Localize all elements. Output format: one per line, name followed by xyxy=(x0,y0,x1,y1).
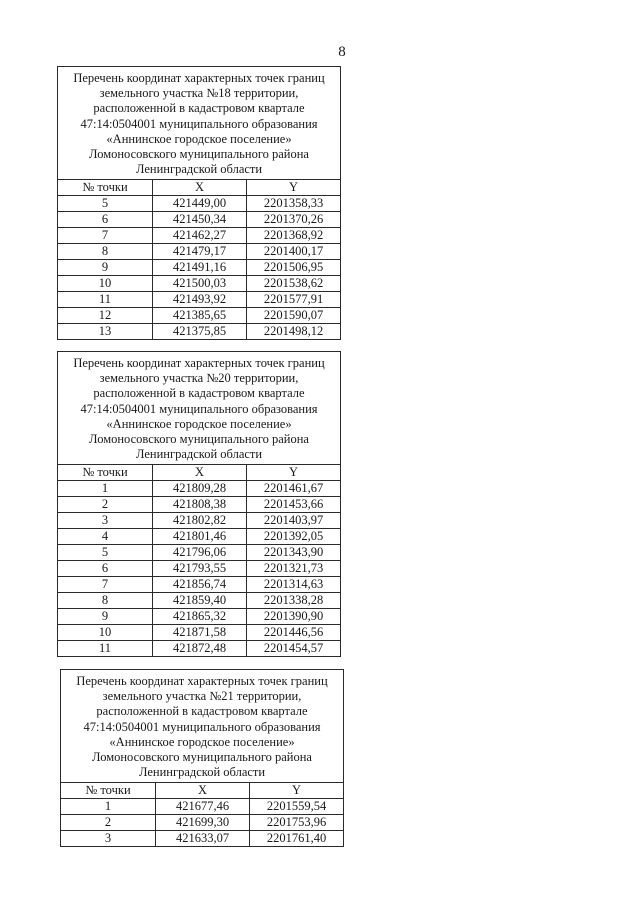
point-number-cell: 12 xyxy=(58,308,153,324)
y-coordinate-cell: 2201392,05 xyxy=(247,529,341,545)
x-coordinate-cell: 421385,65 xyxy=(153,308,247,324)
x-coordinate-cell: 421865,32 xyxy=(153,609,247,625)
table-title-line: расположенной в кадастровом квартале xyxy=(93,386,305,401)
table-row xyxy=(58,212,341,228)
table-header-row xyxy=(58,465,341,481)
y-coordinate-cell: 2201368,92 xyxy=(247,228,341,244)
column-header-y: Y xyxy=(250,783,344,799)
column-header-x: X xyxy=(153,180,247,196)
point-number-cell: 8 xyxy=(58,244,153,260)
table-header-row xyxy=(61,783,344,799)
table-row xyxy=(58,561,341,577)
table-title-line: «Аннинское городское поселение» xyxy=(106,131,292,146)
table-header-row xyxy=(58,180,341,196)
table-body xyxy=(58,196,341,340)
table-title xyxy=(58,67,341,180)
table-title-line: 47:14:0504001 муниципального образования xyxy=(80,401,318,416)
table-row xyxy=(58,481,341,497)
table-title-row xyxy=(58,352,341,465)
table-row xyxy=(58,228,341,244)
y-coordinate-cell: 2201577,91 xyxy=(247,292,341,308)
table-title-line: Ленинградской области xyxy=(138,765,266,780)
x-coordinate-cell: 421493,92 xyxy=(153,292,247,308)
x-coordinate-cell: 421491,16 xyxy=(153,260,247,276)
table-row xyxy=(58,545,341,561)
table-row xyxy=(58,593,341,609)
table-row xyxy=(58,196,341,212)
table-row xyxy=(58,276,341,292)
point-number-cell: 10 xyxy=(58,276,153,292)
column-header-point: № точки xyxy=(58,465,153,481)
table-title-line: Ломоносовского муниципального района xyxy=(89,147,309,162)
table-title-line: земельного участка №18 территории, xyxy=(99,86,299,101)
table-title-line: Ленинградской области xyxy=(135,162,263,177)
table-body xyxy=(58,481,341,657)
x-coordinate-cell: 421699,30 xyxy=(156,815,250,831)
table-title-line: «Аннинское городское поселение» xyxy=(106,416,292,431)
table-title-line: 47:14:0504001 муниципального образования xyxy=(83,719,321,734)
point-number-cell: 7 xyxy=(58,228,153,244)
y-coordinate-cell: 2201538,62 xyxy=(247,276,341,292)
y-coordinate-cell: 2201453,66 xyxy=(247,497,341,513)
x-coordinate-cell: 421809,28 xyxy=(153,481,247,497)
table-title-line: Ломоносовского муниципального района xyxy=(92,750,312,765)
table-title xyxy=(58,352,341,465)
table-row xyxy=(61,815,344,831)
table-title-row xyxy=(61,670,344,783)
table-row xyxy=(58,324,341,340)
table-title-line: расположенной в кадастровом квартале xyxy=(96,704,308,719)
point-number-cell: 5 xyxy=(58,545,153,561)
point-number-cell: 11 xyxy=(58,641,153,657)
x-coordinate-cell: 421479,17 xyxy=(153,244,247,260)
table-row xyxy=(58,625,341,641)
y-coordinate-cell: 2201403,97 xyxy=(247,513,341,529)
y-coordinate-cell: 2201590,07 xyxy=(247,308,341,324)
y-coordinate-cell: 2201461,67 xyxy=(247,481,341,497)
table-row xyxy=(58,513,341,529)
table-title-line: Перечень координат характерных точек границ xyxy=(73,356,325,370)
table-title-row xyxy=(58,67,341,180)
point-number-cell: 2 xyxy=(58,497,153,513)
point-number-cell: 5 xyxy=(58,196,153,212)
point-number-cell: 7 xyxy=(58,577,153,593)
x-coordinate-cell: 421793,55 xyxy=(153,561,247,577)
y-coordinate-cell: 2201321,73 xyxy=(247,561,341,577)
table-title-line: Перечень координат характерных точек границ xyxy=(73,71,325,85)
table-row xyxy=(58,529,341,545)
point-number-cell: 10 xyxy=(58,625,153,641)
x-coordinate-cell: 421796,06 xyxy=(153,545,247,561)
table-row xyxy=(58,641,341,657)
column-header-x: X xyxy=(156,783,250,799)
coordinates-table-plot-18 xyxy=(57,66,341,340)
y-coordinate-cell: 2201358,33 xyxy=(247,196,341,212)
table-title-line: расположенной в кадастровом квартале xyxy=(93,101,305,116)
x-coordinate-cell: 421462,27 xyxy=(153,228,247,244)
point-number-cell: 13 xyxy=(58,324,153,340)
coordinates-table-plot-20 xyxy=(57,351,341,657)
table-row xyxy=(58,308,341,324)
column-header-y: Y xyxy=(247,180,341,196)
point-number-cell: 1 xyxy=(58,481,153,497)
y-coordinate-cell: 2201390,90 xyxy=(247,609,341,625)
x-coordinate-cell: 421856,74 xyxy=(153,577,247,593)
x-coordinate-cell: 421500,03 xyxy=(153,276,247,292)
table-row xyxy=(61,799,344,815)
table-title-line: земельного участка №20 территории, xyxy=(99,371,299,386)
x-coordinate-cell: 421859,40 xyxy=(153,593,247,609)
x-coordinate-cell: 421871,58 xyxy=(153,625,247,641)
y-coordinate-cell: 2201343,90 xyxy=(247,545,341,561)
point-number-cell: 1 xyxy=(61,799,156,815)
x-coordinate-cell: 421808,38 xyxy=(153,497,247,513)
point-number-cell: 11 xyxy=(58,292,153,308)
point-number-cell: 3 xyxy=(58,513,153,529)
column-header-x: X xyxy=(153,465,247,481)
table-row xyxy=(58,260,341,276)
x-coordinate-cell: 421633,07 xyxy=(156,831,250,847)
table-title xyxy=(61,670,344,783)
x-coordinate-cell: 421375,85 xyxy=(153,324,247,340)
table-title-line: Перечень координат характерных точек границ xyxy=(76,674,328,688)
table-row xyxy=(58,292,341,308)
x-coordinate-cell: 421450,34 xyxy=(153,212,247,228)
point-number-cell: 9 xyxy=(58,609,153,625)
table-title-line: Ломоносовского муниципального района xyxy=(89,432,309,447)
table-row xyxy=(58,497,341,513)
y-coordinate-cell: 2201498,12 xyxy=(247,324,341,340)
y-coordinate-cell: 2201314,63 xyxy=(247,577,341,593)
column-header-y: Y xyxy=(247,465,341,481)
coordinates-table-plot-21 xyxy=(60,669,344,847)
table-row xyxy=(58,609,341,625)
y-coordinate-cell: 2201454,57 xyxy=(247,641,341,657)
table-row xyxy=(58,577,341,593)
y-coordinate-cell: 2201400,17 xyxy=(247,244,341,260)
table-title-line: Ленинградской области xyxy=(135,447,263,462)
x-coordinate-cell: 421677,46 xyxy=(156,799,250,815)
column-header-point: № точки xyxy=(58,180,153,196)
table-row xyxy=(61,831,344,847)
y-coordinate-cell: 2201338,28 xyxy=(247,593,341,609)
point-number-cell: 4 xyxy=(58,529,153,545)
y-coordinate-cell: 2201446,56 xyxy=(247,625,341,641)
y-coordinate-cell: 2201506,95 xyxy=(247,260,341,276)
table-title-line: «Аннинское городское поселение» xyxy=(109,734,295,749)
column-header-point: № точки xyxy=(61,783,156,799)
page-number: 8 xyxy=(338,44,346,60)
point-number-cell: 9 xyxy=(58,260,153,276)
point-number-cell: 6 xyxy=(58,212,153,228)
point-number-cell: 3 xyxy=(61,831,156,847)
y-coordinate-cell: 2201761,40 xyxy=(250,831,344,847)
table-row xyxy=(58,244,341,260)
y-coordinate-cell: 2201370,26 xyxy=(247,212,341,228)
point-number-cell: 2 xyxy=(61,815,156,831)
y-coordinate-cell: 2201559,54 xyxy=(250,799,344,815)
table-title-line: 47:14:0504001 муниципального образования xyxy=(80,116,318,131)
x-coordinate-cell: 421801,46 xyxy=(153,529,247,545)
x-coordinate-cell: 421449,00 xyxy=(153,196,247,212)
x-coordinate-cell: 421872,48 xyxy=(153,641,247,657)
point-number-cell: 8 xyxy=(58,593,153,609)
x-coordinate-cell: 421802,82 xyxy=(153,513,247,529)
table-body xyxy=(61,799,344,847)
y-coordinate-cell: 2201753,96 xyxy=(250,815,344,831)
point-number-cell: 6 xyxy=(58,561,153,577)
table-title-line: земельного участка №21 территории, xyxy=(102,689,302,704)
